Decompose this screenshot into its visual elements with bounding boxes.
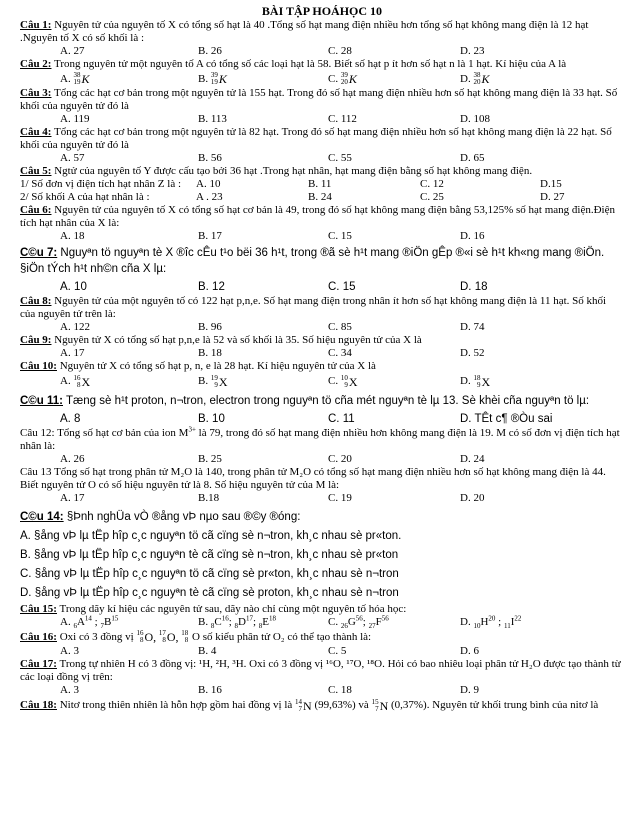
- question-text: Nitơ trong thiên nhiên là hỗn hợp gồm hai đồng vị là: [56, 699, 296, 712]
- option-c[interactable]: C. $_{26}G^{56}$; $_{27}F^{56}$: [328, 614, 389, 631]
- option-c[interactable]: C. §ång vÞ lµ tËp hîp c¸c nguyªn tö cã cïng sè pr«ton, kh¸c nhau sè n¬tron: [20, 567, 399, 580]
- question-4: [20, 126, 624, 152]
- option-d[interactable]: D.15: [540, 178, 562, 191]
- option-d[interactable]: D. 65: [460, 152, 485, 165]
- option-c[interactable]: C. 34: [328, 347, 352, 360]
- option-a[interactable]: A. 8: [60, 412, 81, 425]
- option-a[interactable]: A. §ång vÞ lµ tËp hîp c¸c nguyªn tö cã cïng sè n¬tron, kh¸c nhau sè pr«ton.: [20, 529, 402, 542]
- question-label: Câu 3:: [20, 87, 52, 100]
- option-b[interactable]: B. 39 19 K: [198, 71, 227, 87]
- option-c[interactable]: C. 39 20 K: [328, 71, 357, 87]
- question-text: Nguyên tử X có tổng số hạt p, n, e là 28 hạt. Kí hiệu nguyên tử của X là: [56, 360, 376, 373]
- option-c[interactable]: C. 12: [420, 178, 444, 191]
- option-c[interactable]: C. 10 9 X: [328, 373, 358, 389]
- ion-charge: 3+: [188, 425, 196, 434]
- answer-options: [20, 347, 624, 360]
- question-text: Nguyªn tö nguyªn tè X ®îc cÊu t¹o bëi 36 h¹t, trong ®ã sè h¹t mang ®iÖn gÊp ®«i sè h¹t kh«ng mang ®iÖn. §iÖn tÝch h¹t nh©n cña X lµ:: [20, 247, 605, 276]
- answer-options: [20, 113, 624, 126]
- abundance-n14: (99,63%) và: [311, 699, 372, 712]
- question-11: [20, 393, 624, 409]
- option-b[interactable]: B. 12: [198, 281, 225, 294]
- option-d[interactable]: D. 18: [460, 281, 488, 294]
- answer-options: [20, 71, 624, 87]
- option-d[interactable]: D. 74: [460, 321, 485, 334]
- option-a[interactable]: A. 17: [60, 347, 85, 360]
- option-b[interactable]: B. §ång vÞ lµ tËp hîp c¸c nguyªn tè cã cïng sè n¬tron, kh¸c nhau sè pr«ton: [20, 548, 399, 561]
- option-b[interactable]: B. 24: [308, 191, 332, 204]
- answer-options: [20, 684, 624, 697]
- option-b[interactable]: B. 56: [198, 152, 222, 165]
- question-14: [20, 508, 624, 527]
- option-a[interactable]: A. 17: [60, 491, 85, 504]
- question-13: [20, 466, 624, 492]
- question-text: Tổng các hạt cơ bản trong một nguyên tử là 155 hạt. Trong đó số hạt mang điện nhiều hơn số hạt không mang điện là 33 hạt. Số khối của nguyên tử đó là: [20, 87, 618, 113]
- question-1: [20, 19, 624, 45]
- question-8: [20, 295, 624, 321]
- option-c[interactable]: C. 112: [328, 113, 357, 126]
- question-6: [20, 204, 624, 230]
- question-10: [20, 360, 624, 373]
- question-3: [20, 87, 624, 113]
- question-16: [20, 629, 624, 645]
- option-a[interactable]: A. 10: [60, 281, 87, 294]
- option-c[interactable]: C. 5: [328, 645, 347, 658]
- question-text: Trong tự nhiên H có 3 đồng vị: ¹H, ²H, ³H. Oxi có 3 đồng vị ¹⁶O, ¹⁷O, ¹⁸O. Hỏi có bao nhiêu loại phân tử H₂O được tạo thành từ các loại đồng vị trên:: [20, 658, 621, 684]
- isotope-o17: 17 8 O,: [158, 629, 179, 645]
- question-text: Tổng các hạt cơ bản trong một nguyên tử là 82 hạt. Trong đó số hạt mang điện nhiều hơn số hạt không mang điện là 22 hạt. Số khối của nguyên tử đó là: [20, 126, 612, 152]
- option-d[interactable]: D. §ång vÞ lµ tËp hîp c¸c nguyªn tè cã cïng sè proton, kh¸c nhau sè n¬tron: [20, 586, 399, 599]
- question-text: Tæng sè h¹t proton, n¬tron, electron trong nguyªn tö cña mét nguyªn tè lµ 13. Sè khèi cña nguyªn tö lµ:: [63, 394, 590, 407]
- question-label: Câu 8:: [20, 295, 52, 308]
- question-text: Nguyên tử X có tổng số hạt p,n,e là 52 và số khối là 35. Số hiệu nguyên tử của X là: [51, 334, 422, 347]
- question-text-cont: là 79, trong đó số hạt mang điện nhiều hơn không mang điện là 19. M có số đơn vị điện tích hạt nhân là:: [20, 426, 620, 452]
- option-b[interactable]: B. 4: [198, 645, 217, 658]
- question-7-block: [20, 245, 624, 295]
- option-b[interactable]: B. $_8C^{16}$; $_8D^{17}$; $_8E^{18}$: [198, 614, 276, 631]
- question-12: [20, 427, 624, 453]
- question-14-block: [20, 508, 624, 603]
- option-b[interactable]: B. 113: [198, 113, 227, 126]
- question-17: [20, 658, 624, 684]
- option-a[interactable]: A. 38 19 K: [60, 71, 90, 87]
- option-b[interactable]: B. 18: [198, 347, 222, 360]
- question-label: Câu 6:: [20, 204, 52, 217]
- answer-options: [20, 645, 624, 658]
- option-d[interactable]: D. 52: [460, 347, 485, 360]
- question-11-block: [20, 393, 624, 427]
- answer-options: [20, 492, 624, 505]
- option-b[interactable]: B. 96: [198, 321, 222, 334]
- option-c[interactable]: C. 55: [328, 152, 352, 165]
- question-label: Câu 2:: [20, 58, 52, 70]
- question-label: Câu 18:: [20, 699, 57, 712]
- option-a[interactable]: A. 27: [60, 45, 85, 57]
- question-label: C©u 14:: [20, 510, 64, 523]
- answer-options: [20, 616, 624, 629]
- question-label: Câu 13: [20, 465, 52, 478]
- answer-options: [20, 453, 624, 466]
- answer-options: [20, 152, 624, 165]
- option-a[interactable]: A. 57: [60, 152, 85, 165]
- option-a[interactable]: A. 10: [196, 178, 221, 191]
- question-label: Câu 9:: [20, 334, 52, 347]
- option-c[interactable]: C. 15: [328, 281, 356, 294]
- question-text: Tổng số hạt cơ bản của ion M: [54, 426, 189, 439]
- question-label: Câu 4:: [20, 126, 52, 139]
- question-text: Nguyên tử của nguyên tố X có tổng số hạt cơ bản là 49, trong đó số hạt không mang điện bằng 53,125% số hạt mang điện.Điện tích hạt nhân của X là:: [20, 204, 615, 230]
- question-label: C©u 7:: [20, 247, 58, 260]
- question-text: §Þnh nghÜa vÒ ®ång vÞ nµo sau ®©y ®óng:: [63, 510, 301, 523]
- option-a[interactable]: A. 26: [60, 452, 85, 465]
- option-d[interactable]: D. 18 9 X: [460, 373, 491, 389]
- option-b[interactable]: B. 16: [198, 684, 222, 697]
- answer-options: [20, 373, 624, 389]
- option-d[interactable]: D. 23: [460, 45, 485, 57]
- option-a[interactable]: A. 122: [60, 321, 90, 334]
- question-label: Câu 15:: [20, 602, 57, 615]
- option-d[interactable]: D. 108: [460, 113, 490, 126]
- question-text: Nguyên tử của nguyên tố X có tổng số hạt là 40 .Tổng số hạt mang điện nhiều hơn tổng số hạt không mang điện là 12 hạt .Nguyên tố X có số khối là :: [20, 19, 589, 44]
- sub-question-label: 2/ Số khối A của hạt nhân là :: [20, 191, 150, 204]
- option-a[interactable]: A. 16 8 X: [60, 373, 91, 389]
- question-label: Câu 10:: [20, 360, 57, 373]
- sub-question-2: [20, 191, 624, 204]
- question-label: C©u 11:: [20, 394, 63, 407]
- abundance-n15: (0,37%). Nguyên tử khối trung bình của nitơ là: [388, 699, 599, 712]
- option-d[interactable]: D. TÊt c¶ ®Òu sai: [460, 412, 553, 425]
- option-a[interactable]: A. $_6A^{14}$ ; $_7B^{15}$: [60, 614, 119, 631]
- isotope-o16: 16 8 O,: [136, 629, 157, 645]
- question-label: Câu 5:: [20, 165, 52, 178]
- isotope-o18: 18 8: [181, 629, 189, 645]
- worksheet-page: [20, 4, 624, 714]
- option-b[interactable]: B.18: [198, 491, 220, 504]
- question-label: Câu 1:: [20, 19, 52, 31]
- isotope-n15: 15 7 N: [371, 697, 389, 713]
- answer-options: [20, 45, 624, 58]
- sub-question-1: [20, 178, 624, 191]
- question-text: Oxi có 3 đồng vị: [56, 630, 137, 643]
- sub-question-label: 1/ Số đơn vị điện tích hạt nhân Z là :: [20, 178, 182, 191]
- question-label: Câu 17:: [20, 658, 57, 671]
- question-text: Tổng số hạt trong phân tử M₂O là 140, trong phân tử M₂O có tổng số hạt mang điện nhiều hơn số hạt không mang điện là 44. Biết nguyên tử O có số hiệu nguyên tử là 8. Số hiệu nguyên tử của M là:: [20, 465, 606, 491]
- option-a[interactable]: A . 23: [196, 191, 223, 204]
- option-b[interactable]: B. 19 9 X: [198, 373, 228, 389]
- question-text: Trong nguyên tử một nguyên tố A có tổng số các loại hạt là 58. Biết số hạt p ít hơn số hạt n là 1 hạt. Kí hiệu của A là: [51, 58, 567, 70]
- question-5: [20, 165, 624, 178]
- option-c[interactable]: C. 85: [328, 321, 352, 334]
- option-d[interactable]: D. 24: [460, 452, 485, 465]
- option-d[interactable]: D. 20: [460, 491, 485, 504]
- option-b[interactable]: B. 10: [198, 412, 225, 425]
- option-b[interactable]: B. 17: [198, 230, 222, 243]
- option-d[interactable]: D. $_{10}H^{20}$ ; $_{11}I^{22}$: [460, 614, 522, 631]
- option-c[interactable]: C. 11: [328, 412, 355, 425]
- question-2: [20, 58, 624, 71]
- question-9: [20, 334, 624, 347]
- option-c[interactable]: C. 19: [328, 491, 352, 504]
- answer-options: [20, 411, 624, 427]
- question-text-cont: O số kiểu phân tử O₂ có thể tạo thành là:: [189, 630, 372, 643]
- option-d[interactable]: D. 38 20 K: [460, 71, 490, 87]
- question-label: Câu 12:: [20, 426, 55, 439]
- isotope-n14: 14 7 N: [295, 697, 312, 713]
- option-b[interactable]: B. 25: [198, 452, 222, 465]
- answer-options: [20, 230, 624, 243]
- option-a[interactable]: A. 18: [60, 230, 85, 243]
- page-title: BÀI TẬP HOÁHỌC 10: [261, 4, 383, 18]
- option-a[interactable]: A. 3: [60, 645, 79, 658]
- option-b[interactable]: B. 11: [308, 178, 332, 191]
- option-a[interactable]: A. 3: [60, 684, 79, 697]
- question-text: Trong dãy kí hiệu các nguyên tử sau, dãy nào chỉ cùng một nguyên tố hóa học:: [56, 602, 407, 615]
- option-a[interactable]: A. 119: [60, 113, 90, 126]
- answer-options: [20, 279, 624, 295]
- option-c[interactable]: C. 15: [328, 230, 352, 243]
- option-b[interactable]: B. 26: [198, 45, 222, 57]
- option-d[interactable]: D. 27: [540, 191, 565, 204]
- question-18: [20, 697, 624, 713]
- question-text: Nguyên tử của một nguyên tố có 122 hạt p,n,e. Số hạt mang điện trong nhân ít hơn số hạt không mang điện là 11 hạt. Số khối của nguyên tử trên là:: [20, 295, 607, 321]
- question-label: Câu 16:: [20, 630, 57, 643]
- option-c[interactable]: C. 18: [328, 684, 352, 697]
- option-c[interactable]: C. 20: [328, 452, 352, 465]
- option-c[interactable]: C. 28: [328, 45, 352, 57]
- option-c[interactable]: C. 25: [420, 191, 444, 204]
- option-d[interactable]: D. 9: [460, 684, 479, 697]
- answer-options: [20, 321, 624, 334]
- question-7: [20, 245, 624, 277]
- question-text: Ngtử của nguyên tố Y được cấu tạo bởi 36 hạt .Trong hạt nhân, hạt mang điện bằng số hạt không mang điện.: [51, 165, 533, 178]
- option-d[interactable]: D. 6: [460, 645, 479, 658]
- option-d[interactable]: D. 16: [460, 230, 485, 243]
